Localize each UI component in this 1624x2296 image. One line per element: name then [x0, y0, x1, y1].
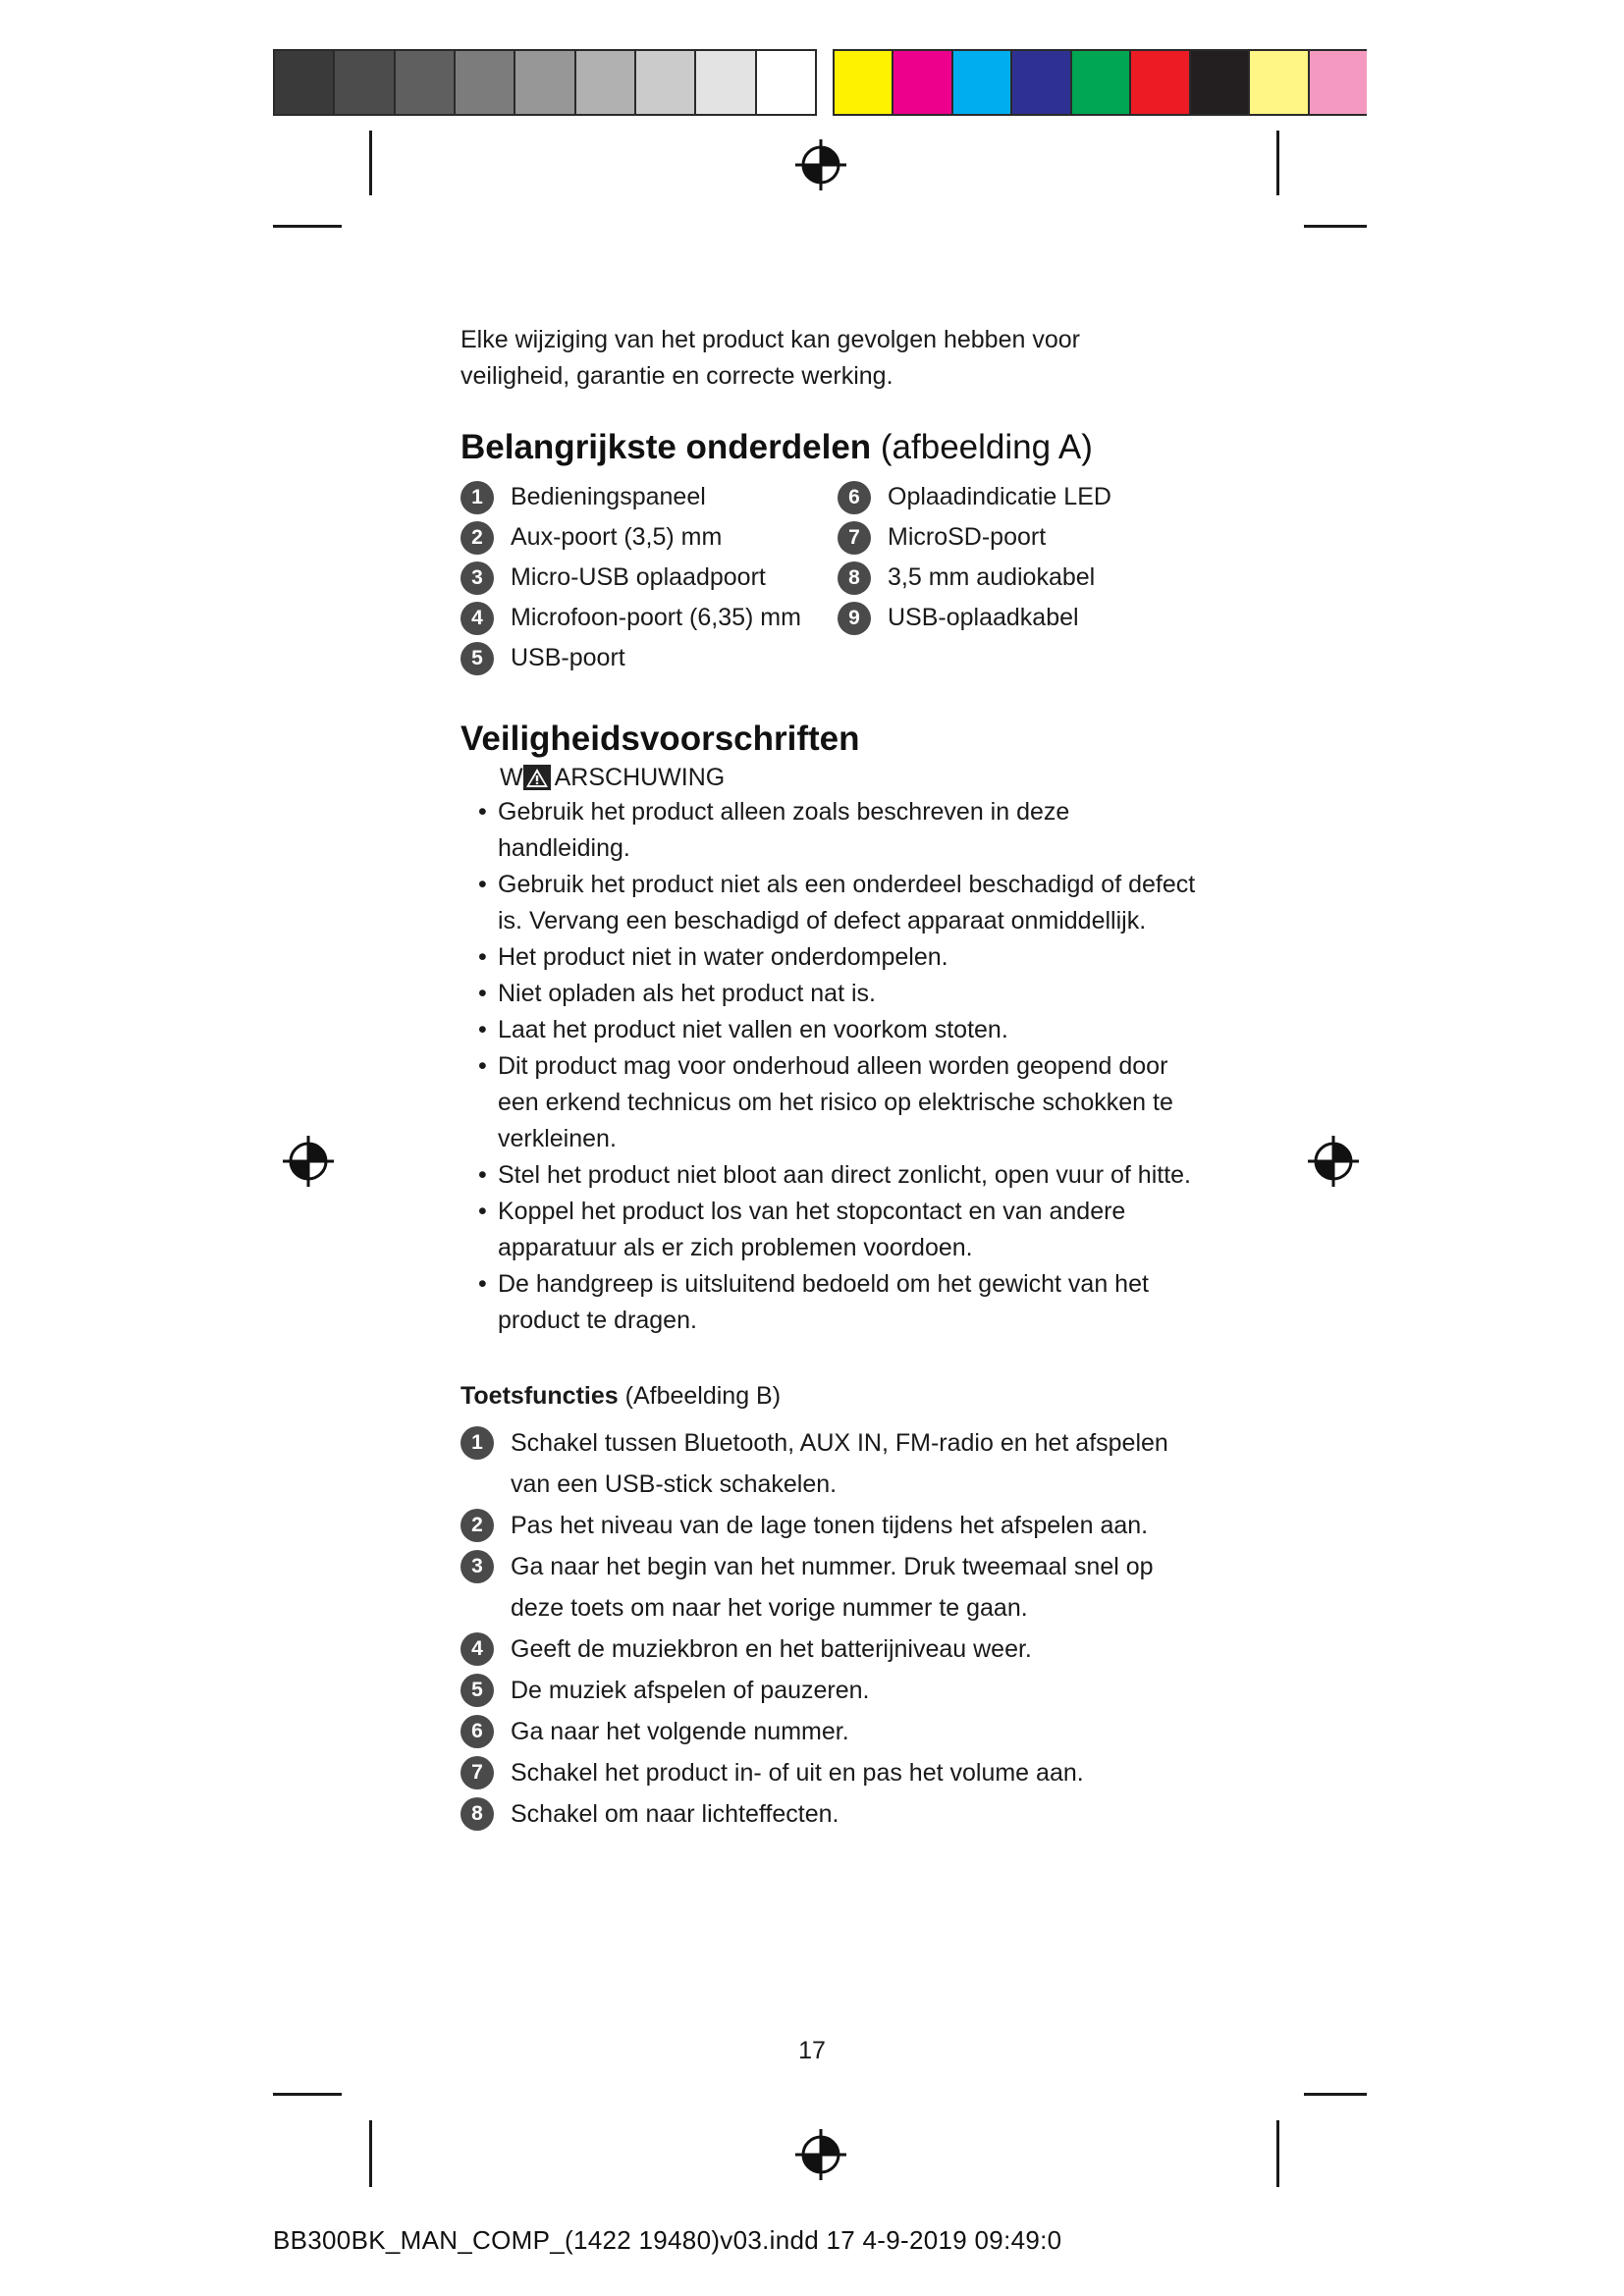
color-swatch — [1310, 51, 1367, 114]
gray-swatch — [515, 51, 575, 114]
color-swatch — [1072, 51, 1131, 114]
part-item — [838, 560, 1191, 596]
number-badge: 7 — [460, 1756, 494, 1789]
parts-title-suffix: (afbeelding A) — [880, 428, 1093, 466]
functions-title: Toetsfuncties — [460, 1382, 619, 1410]
functions-heading — [460, 1378, 1207, 1415]
registration-mark-icon — [281, 1134, 336, 1189]
safety-rule: • Laat het product niet vallen en voorkom stoten. — [460, 1012, 1207, 1048]
page-number: 17 — [798, 2037, 826, 2064]
number-badge: 4 — [460, 602, 494, 635]
number-badge: 4 — [460, 1632, 494, 1666]
number-badge: 6 — [460, 1715, 494, 1748]
number-badge: 5 — [460, 642, 494, 675]
function-item — [460, 1629, 1207, 1670]
function-text: Ga naar het begin van het nummer. Druk tweemaal snel op deze toets om naar het vorige nummer te gaan. — [511, 1553, 1154, 1622]
number-badge: 5 — [460, 1674, 494, 1707]
part-item — [460, 640, 838, 676]
parts-column-left — [460, 479, 838, 680]
functions-list — [460, 1422, 1207, 1835]
function-text: Geeft de muziekbron en het batterijniveau weer. — [511, 1635, 1032, 1663]
warning-label — [500, 761, 1207, 794]
color-swatch — [1250, 51, 1309, 114]
number-badge: 9 — [838, 602, 871, 635]
number-badge: 1 — [460, 481, 494, 514]
color-swatch — [953, 51, 1012, 114]
number-badge: 2 — [460, 521, 494, 555]
safety-rule: • Het product niet in water onderdompelen. — [460, 939, 1207, 976]
safety-rule: • Niet opladen als het product nat is. — [460, 976, 1207, 1012]
gray-swatch — [335, 51, 395, 114]
part-label: USB-oplaadkabel — [888, 604, 1079, 631]
safety-rule: • Gebruik het product alleen zoals beschreven in deze handleiding. — [460, 794, 1207, 867]
part-label: MicroSD-poort — [888, 523, 1047, 551]
function-text: Schakel om naar lichteffecten. — [511, 1800, 839, 1828]
color-swatch — [1191, 51, 1250, 114]
function-item — [460, 1752, 1207, 1793]
color-swatch — [1131, 51, 1190, 114]
parts-title: Belangrijkste onderdelen — [460, 428, 872, 466]
safety-rule: • Gebruik het product niet als een onderdeel beschadigd of defect is. Vervang een beschadigd of defect apparaat onmiddellijk. — [460, 867, 1207, 939]
safety-rule: • De handgreep is uitsluitend bedoeld om het gewicht van het product te dragen. — [460, 1266, 1207, 1339]
function-text: Pas het niveau van de lage tonen tijdens het afspelen aan. — [511, 1512, 1149, 1539]
crop-mark — [1304, 225, 1367, 228]
number-badge: 2 — [460, 1509, 494, 1542]
parts-column-right — [838, 479, 1191, 680]
function-text: Schakel tussen Bluetooth, AUX IN, FM-radio en het afspelen van een USB-stick schakelen. — [511, 1429, 1168, 1498]
safety-rules-list — [460, 794, 1207, 1339]
registration-mark-icon — [793, 2127, 848, 2182]
crop-mark — [1304, 2093, 1367, 2096]
warning-rest: ARSCHUWING — [554, 764, 726, 791]
safety-heading: Veiligheidsvoorschriften — [460, 720, 860, 758]
function-item — [460, 1670, 1207, 1711]
number-badge: 3 — [460, 1550, 494, 1583]
crop-mark — [1276, 2120, 1279, 2187]
color-calibration-bar — [833, 49, 1367, 116]
function-item — [460, 1546, 1207, 1629]
print-slug-footer: BB300BK_MAN_COMP_(1422 19480)v03.indd 17 4-9-2019 09:49:0 — [273, 2225, 1062, 2255]
gray-swatch — [275, 51, 335, 114]
function-item — [460, 1711, 1207, 1752]
registration-mark-icon — [1306, 1134, 1361, 1189]
color-swatch — [893, 51, 952, 114]
registration-mark-icon — [793, 137, 848, 192]
warning-triangle-icon — [523, 765, 551, 790]
gray-swatch — [576, 51, 636, 114]
gray-swatch — [396, 51, 456, 114]
warning-prefix: W — [500, 764, 523, 791]
part-item — [838, 479, 1191, 515]
part-item — [838, 600, 1191, 636]
number-badge: 6 — [838, 481, 871, 514]
part-item — [838, 519, 1191, 556]
color-swatch — [835, 51, 893, 114]
number-badge: 3 — [460, 561, 494, 595]
part-label: Micro-USB oplaadpoort — [511, 563, 766, 591]
part-item — [460, 519, 838, 556]
safety-rule: • Koppel het product los van het stopcontact en van andere apparatuur als er zich problemen voordoen. — [460, 1194, 1207, 1266]
function-item — [460, 1505, 1207, 1546]
part-item — [460, 479, 838, 515]
gray-swatch — [456, 51, 515, 114]
gray-swatch — [636, 51, 696, 114]
part-label: Oplaadindicatie LED — [888, 483, 1111, 510]
gray-swatch — [696, 51, 756, 114]
number-badge: 8 — [460, 1797, 494, 1831]
function-text: Schakel het product in- of uit en pas het volume aan. — [511, 1759, 1084, 1787]
part-label: Aux-poort (3,5) mm — [511, 523, 723, 551]
function-text: Ga naar het volgende nummer. — [511, 1718, 849, 1745]
crop-mark — [273, 2093, 342, 2096]
function-item — [460, 1422, 1207, 1505]
intro-text: Elke wijziging van het product kan gevolgen hebben voor veiligheid, garantie en correcte werking. — [460, 326, 1080, 390]
function-item — [460, 1793, 1207, 1835]
crop-mark — [369, 2120, 372, 2187]
part-label: Bedieningspaneel — [511, 483, 706, 510]
crop-mark — [1276, 131, 1279, 195]
parts-list — [460, 479, 1207, 680]
number-badge: 1 — [460, 1426, 494, 1460]
parts-heading — [460, 426, 1207, 469]
gray-swatch — [757, 51, 815, 114]
crop-mark — [369, 131, 372, 195]
safety-rule: • Stel het product niet bloot aan direct zonlicht, open vuur of hitte. — [460, 1157, 1207, 1194]
grayscale-calibration-bar — [273, 49, 817, 116]
color-swatch — [1012, 51, 1071, 114]
page-content — [460, 322, 1207, 1835]
number-badge: 8 — [838, 561, 871, 595]
function-text: De muziek afspelen of pauzeren. — [511, 1677, 870, 1704]
part-item — [460, 600, 838, 636]
crop-mark — [273, 225, 342, 228]
number-badge: 7 — [838, 521, 871, 555]
part-label: Microfoon-poort (6,35) mm — [511, 604, 801, 631]
part-label: 3,5 mm audiokabel — [888, 563, 1096, 591]
functions-title-suffix: (Afbeelding B) — [624, 1382, 782, 1410]
part-label: USB-poort — [511, 644, 625, 671]
safety-rule: • Dit product mag voor onderhoud alleen worden geopend door een erkend technicus om het risico op elektrische schokken te verkleinen. — [460, 1048, 1207, 1157]
part-item — [460, 560, 838, 596]
